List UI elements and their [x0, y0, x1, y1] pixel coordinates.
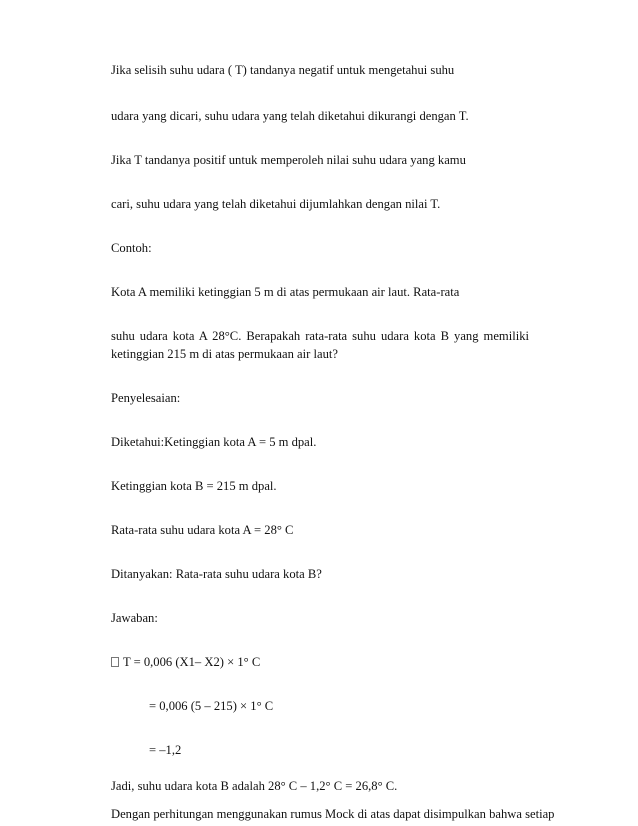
text-line-13: Ditanyakan: Rata-rata suhu udara kota B?	[111, 567, 322, 581]
text-line-penyelesaian: Penyelesaian:	[111, 391, 181, 405]
text-line-jawaban: Jawaban:	[111, 611, 158, 625]
text-line-3: Jika T tandanya positif untuk memperoleh nilai suhu udara yang kamu	[111, 153, 466, 167]
text-line-12: Rata-rata suhu udara kota A = 28° C	[111, 523, 294, 537]
text-line-4: cari, suhu udara yang telah diketahui dijumlahkan dengan nilai T.	[111, 197, 441, 211]
text-line-contoh: Contoh:	[111, 241, 152, 255]
formula-line-3: = –1,2	[149, 743, 182, 757]
formula-text-1: T = 0,006 (X1– X2) × 1° C	[123, 655, 261, 669]
text-line-6: Kota A memiliki ketinggian 5 m di atas permukaan air laut. Rata-rata	[111, 285, 460, 299]
text-line-2: udara yang dicari, suhu udara yang telah diketahui dikurangi dengan T.	[111, 109, 469, 123]
text-line-1: Jika selisih suhu udara ( T) tandanya negatif untuk mengetahui suhu	[111, 63, 455, 77]
missing-glyph-box-icon	[111, 657, 119, 667]
text-line-8: ketinggian 215 m di atas permukaan air laut?	[111, 347, 338, 361]
text-line-conclusion: Jadi, suhu udara kota B adalah 28° C – 1,2° C = 26,8° C.	[111, 779, 398, 793]
formula-line-1	[111, 654, 260, 670]
text-line-summary-1: Dengan perhitungan menggunakan rumus Mock di atas dapat disimpulkan bahwa setiap	[111, 807, 555, 821]
formula-line-2: = 0,006 (5 – 215) × 1° C	[149, 699, 274, 713]
text-line-10: Diketahui:Ketinggian kota A = 5 m dpal.	[111, 435, 317, 449]
text-line-7: suhu udara kota A 28°C. Berapakah rata-rata suhu udara kota B yang memiliki	[111, 329, 529, 343]
text-line-11: Ketinggian kota B = 215 m dpal.	[111, 479, 277, 493]
